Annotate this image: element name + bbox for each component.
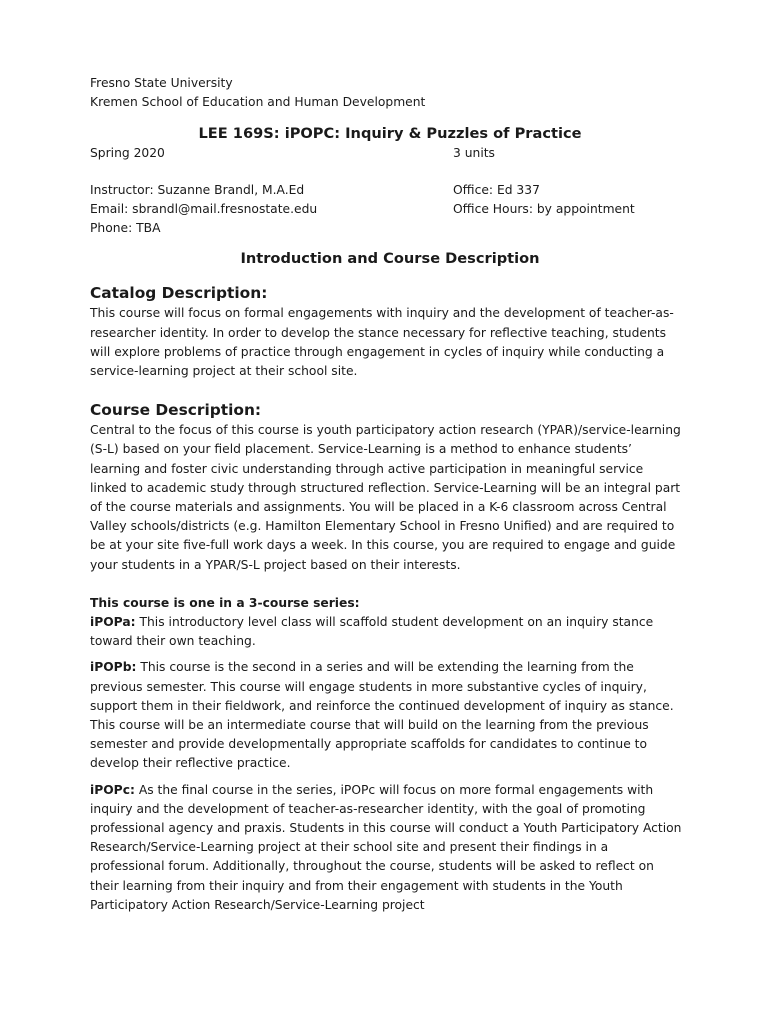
series-item-text: As the final course in the series, iPOPc will focus on more formal engagements with inquiry and the development of teacher-as-researcher identity, with the goal of promoting professional agency and praxis. Students in this course will conduct a Youth Participatory Action Research/Service-Learning project at their school site and present their findings in a professional forum. Additionally, throughout the course, students will be asked to reflect on their learning from their inquiry and from their engagement with students in the Youth Participatory Action Research/Service-Learning project (90, 782, 682, 912)
term-row (90, 144, 682, 163)
series-title: This course is one in a 3-course series: (90, 595, 360, 610)
instructor-phone: Phone: TBA (90, 221, 161, 236)
course-title: LEE 169S: iPOPC: Inquiry & Puzzles of Practice (198, 125, 582, 143)
series-item-label: iPOPa: (90, 615, 136, 630)
course-units: 3 units (453, 146, 495, 161)
series-item-ipopc (90, 781, 682, 915)
document-content (90, 74, 682, 915)
section-title-intro: Introduction and Course Description (240, 250, 540, 268)
office-hours: Office Hours: by appointment (453, 202, 635, 217)
office-location: Office: Ed 337 (453, 183, 540, 198)
series-item-label: iPOPb: (90, 660, 137, 675)
instructor-name: Instructor: Suzanne Brandl, M.A.Ed (90, 183, 305, 198)
phone-row (90, 219, 682, 238)
course-description-heading: Course Description: (90, 401, 262, 420)
course-description-text: Central to the focus of this course is youth participatory action research (YPAR)/service-learning (S-L) based on your field placement. Service-Learning is a method to enhance students’ learning and foster civic understanding through active participation in meaningful service linked to academic study through structured reflection. Service-Learning will be an integral part of the course materials and assignments. You will be placed in a K-6 classroom across Central Valley schools/districts (e.g. Hamilton Elementary School in Fresno Unified) and are required to be at your site five-full work days a week. In this course, you are required to engage and guide your students in a YPAR/S-L project based on their interests. (90, 423, 681, 572)
series-item-text: This introductory level class will scaffold student development on an inquiry stance toward their own teaching. (90, 615, 654, 649)
university-name: Fresno State University (90, 76, 233, 90)
series-item-ipopa (90, 613, 682, 651)
catalog-description-text: This course will focus on formal engagements with inquiry and the development of teacher-as-researcher identity. In order to develop the stance necessary for reflective teaching, students will explore problems of practice through engagement in cycles of inquiry while conducting a service-learning project at their school site. (90, 306, 674, 379)
instructor-row (90, 181, 682, 200)
series-item-text: This course is the second in a series and will be extending the learning from the previous semester. This course will engage students in more substantive cycles of inquiry, support them in their fieldwork, and reinforce the continued development of inquiry as stance. This course will be an intermediate course that will build on the learning from the previous semester and provide developmentally appropriate scaffolds for candidates to continue to develop their reflective practice. (90, 660, 674, 771)
catalog-description-heading: Catalog Description: (90, 284, 268, 303)
instructor-email: Email: sbrandl@mail.fresnostate.edu (90, 202, 318, 217)
series-item-label: iPOPc: (90, 782, 135, 797)
series-item-ipopb (90, 658, 682, 773)
course-term: Spring 2020 (90, 146, 165, 161)
school-name: Kremen School of Education and Human Development (90, 95, 426, 110)
email-row (90, 200, 682, 219)
